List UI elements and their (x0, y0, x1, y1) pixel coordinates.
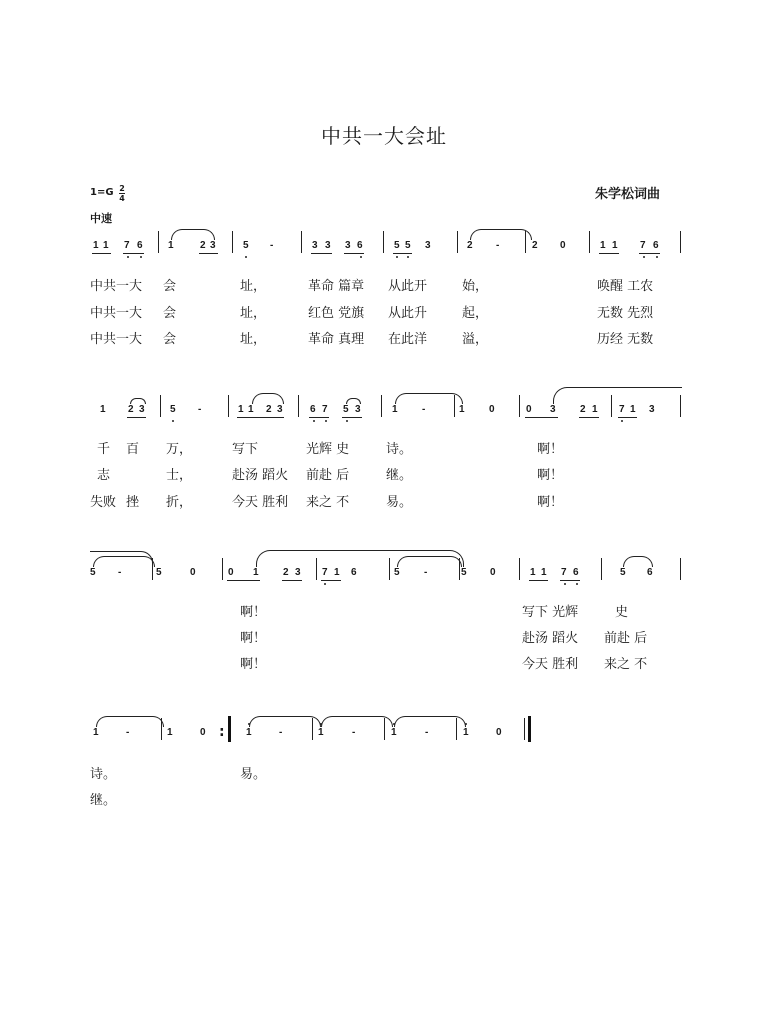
note: 6 (357, 240, 363, 251)
lyric: 百 (126, 442, 140, 457)
lyric: 赴汤 蹈火 (232, 468, 289, 483)
lyric: 来之 不 (306, 495, 350, 510)
lyric: 会 (163, 306, 177, 321)
note: 5 (343, 404, 349, 415)
note: 2 (580, 404, 586, 415)
lyric: 中共一大 (90, 306, 143, 321)
composer-credit: 朱学松词曲 (595, 187, 661, 202)
note: 3 (210, 240, 216, 251)
lyric: 中共一大 (90, 279, 143, 294)
note: 6 (137, 240, 143, 251)
note: 2 (283, 567, 289, 578)
note: 3 (312, 240, 318, 251)
note: 0 (489, 404, 495, 415)
note: 1 (592, 404, 598, 415)
note: 3 (277, 404, 283, 415)
note: 1 (238, 404, 244, 415)
time-signature (119, 184, 125, 203)
lyric: 今天 胜利 (522, 657, 579, 672)
lyric: 溢， (462, 332, 489, 347)
lyric: 写下 (232, 442, 259, 457)
note: 1 (167, 727, 173, 738)
note: - (198, 404, 202, 415)
lyric: 史 (615, 605, 629, 620)
lyric: 中共一大 (90, 332, 143, 347)
staff-system-2 (0, 404, 768, 444)
note: - (422, 404, 426, 415)
note: 1 (100, 404, 106, 415)
note: 5 (170, 404, 176, 415)
note: 7 (124, 240, 130, 251)
note: 3 (139, 404, 145, 415)
note: 1 (463, 727, 469, 738)
lyric: 啊！ (537, 442, 564, 457)
note: 5 (461, 567, 467, 578)
lyric: 从此升 (388, 306, 428, 321)
note: - (352, 727, 356, 738)
note: 6 (653, 240, 659, 251)
note: 0 (490, 567, 496, 578)
lyric: 在此洋 (388, 332, 428, 347)
note: 1 (612, 240, 618, 251)
note: 6 (573, 567, 579, 578)
note: 1 (246, 727, 252, 738)
note: 1 (459, 404, 465, 415)
staff-system-3 (0, 567, 768, 607)
lyric: 会 (163, 279, 177, 294)
lyric: 址， (240, 332, 267, 347)
note: 2 (266, 404, 272, 415)
note: 5 (394, 240, 400, 251)
note: 3 (355, 404, 361, 415)
note: - (496, 240, 500, 251)
note: 1 (318, 727, 324, 738)
note: 1 (248, 404, 254, 415)
lyric: 万， (166, 442, 193, 457)
lyric: 红色 党旗 (308, 306, 365, 321)
note: 3 (550, 404, 556, 415)
note: 1 (530, 567, 536, 578)
note: 7 (322, 404, 328, 415)
note: 1 (600, 240, 606, 251)
lyric: 光辉 史 (306, 442, 350, 457)
repeat-dots: : (219, 724, 225, 740)
note: 7 (561, 567, 567, 578)
note: 6 (647, 567, 653, 578)
note: - (424, 567, 428, 578)
staff-system-1 (0, 240, 768, 280)
note: 0 (190, 567, 196, 578)
lyric: 啊！ (240, 605, 267, 620)
note: 7 (619, 404, 625, 415)
lyric: 写下 光辉 (522, 605, 579, 620)
note: 1 (93, 727, 99, 738)
lyric: 从此开 (388, 279, 428, 294)
key-signature: 1=G (90, 187, 114, 198)
score-title: 中共一大会址 (321, 124, 447, 148)
note: 2 (532, 240, 538, 251)
lyric: 前赴 后 (306, 468, 350, 483)
note: 5 (405, 240, 411, 251)
note: 2 (200, 240, 206, 251)
lyric: 易。 (240, 767, 267, 782)
note: 1 (168, 240, 174, 251)
note: 6 (351, 567, 357, 578)
lyric: 赴汤 蹈火 (522, 631, 579, 646)
lyric: 啊！ (537, 495, 564, 510)
note: 0 (200, 727, 206, 738)
lyric: 诗。 (90, 767, 117, 782)
note: 5 (90, 567, 96, 578)
note: 0 (526, 404, 532, 415)
note: 2 (467, 240, 473, 251)
lyric: 前赴 后 (604, 631, 648, 646)
lyric: 千 (97, 442, 111, 457)
note: 1 (253, 567, 259, 578)
lyric: 失败 (90, 495, 117, 510)
lyric: 无数 先烈 (597, 306, 654, 321)
note: 1 (541, 567, 547, 578)
note: 3 (325, 240, 331, 251)
note: 2 (128, 404, 134, 415)
note: 1 (630, 404, 636, 415)
lyric: 起， (462, 306, 489, 321)
note: 1 (391, 727, 397, 738)
lyric: 唤醒 工农 (597, 279, 654, 294)
note: 7 (640, 240, 646, 251)
note: 5 (156, 567, 162, 578)
note: 1 (392, 404, 398, 415)
lyric: 啊！ (240, 631, 267, 646)
time-signature-bottom: 4 (119, 194, 125, 203)
lyric: 址， (240, 279, 267, 294)
lyric: 历经 无数 (597, 332, 654, 347)
note: 3 (295, 567, 301, 578)
note: 3 (425, 240, 431, 251)
note: - (118, 567, 122, 578)
note: 1 (103, 240, 109, 251)
note: - (425, 727, 429, 738)
lyric: 址， (240, 306, 267, 321)
note: 1 (93, 240, 99, 251)
lyric: 啊！ (240, 657, 267, 672)
note: 5 (243, 240, 249, 251)
note: 6 (310, 404, 316, 415)
note: 5 (394, 567, 400, 578)
lyric: 折， (166, 495, 193, 510)
lyric: 来之 不 (604, 657, 648, 672)
time-signature-top: 2 (119, 184, 125, 193)
lyric: 始， (462, 279, 489, 294)
lyric: 革命 篇章 (308, 279, 365, 294)
note: 3 (345, 240, 351, 251)
lyric: 士， (166, 468, 193, 483)
lyric: 会 (163, 332, 177, 347)
lyric: 志 (97, 468, 111, 483)
lyric: 诗。 (386, 442, 413, 457)
tempo-marking: 中速 (90, 212, 112, 225)
note: 5 (620, 567, 626, 578)
lyric: 继。 (386, 468, 413, 483)
note: 0 (228, 567, 234, 578)
note: 1 (334, 567, 340, 578)
note: 7 (322, 567, 328, 578)
staff-system-4 (0, 724, 768, 767)
lyric: 易。 (386, 495, 413, 510)
note: - (126, 727, 130, 738)
note: 3 (649, 404, 655, 415)
lyric: 革命 真理 (308, 332, 365, 347)
lyric: 啊！ (537, 468, 564, 483)
lyric: 继。 (90, 793, 117, 808)
note: - (279, 727, 283, 738)
note: - (270, 240, 274, 251)
note: 0 (560, 240, 566, 251)
note: 0 (496, 727, 502, 738)
lyric: 挫 (126, 495, 140, 510)
lyric: 今天 胜利 (232, 495, 289, 510)
